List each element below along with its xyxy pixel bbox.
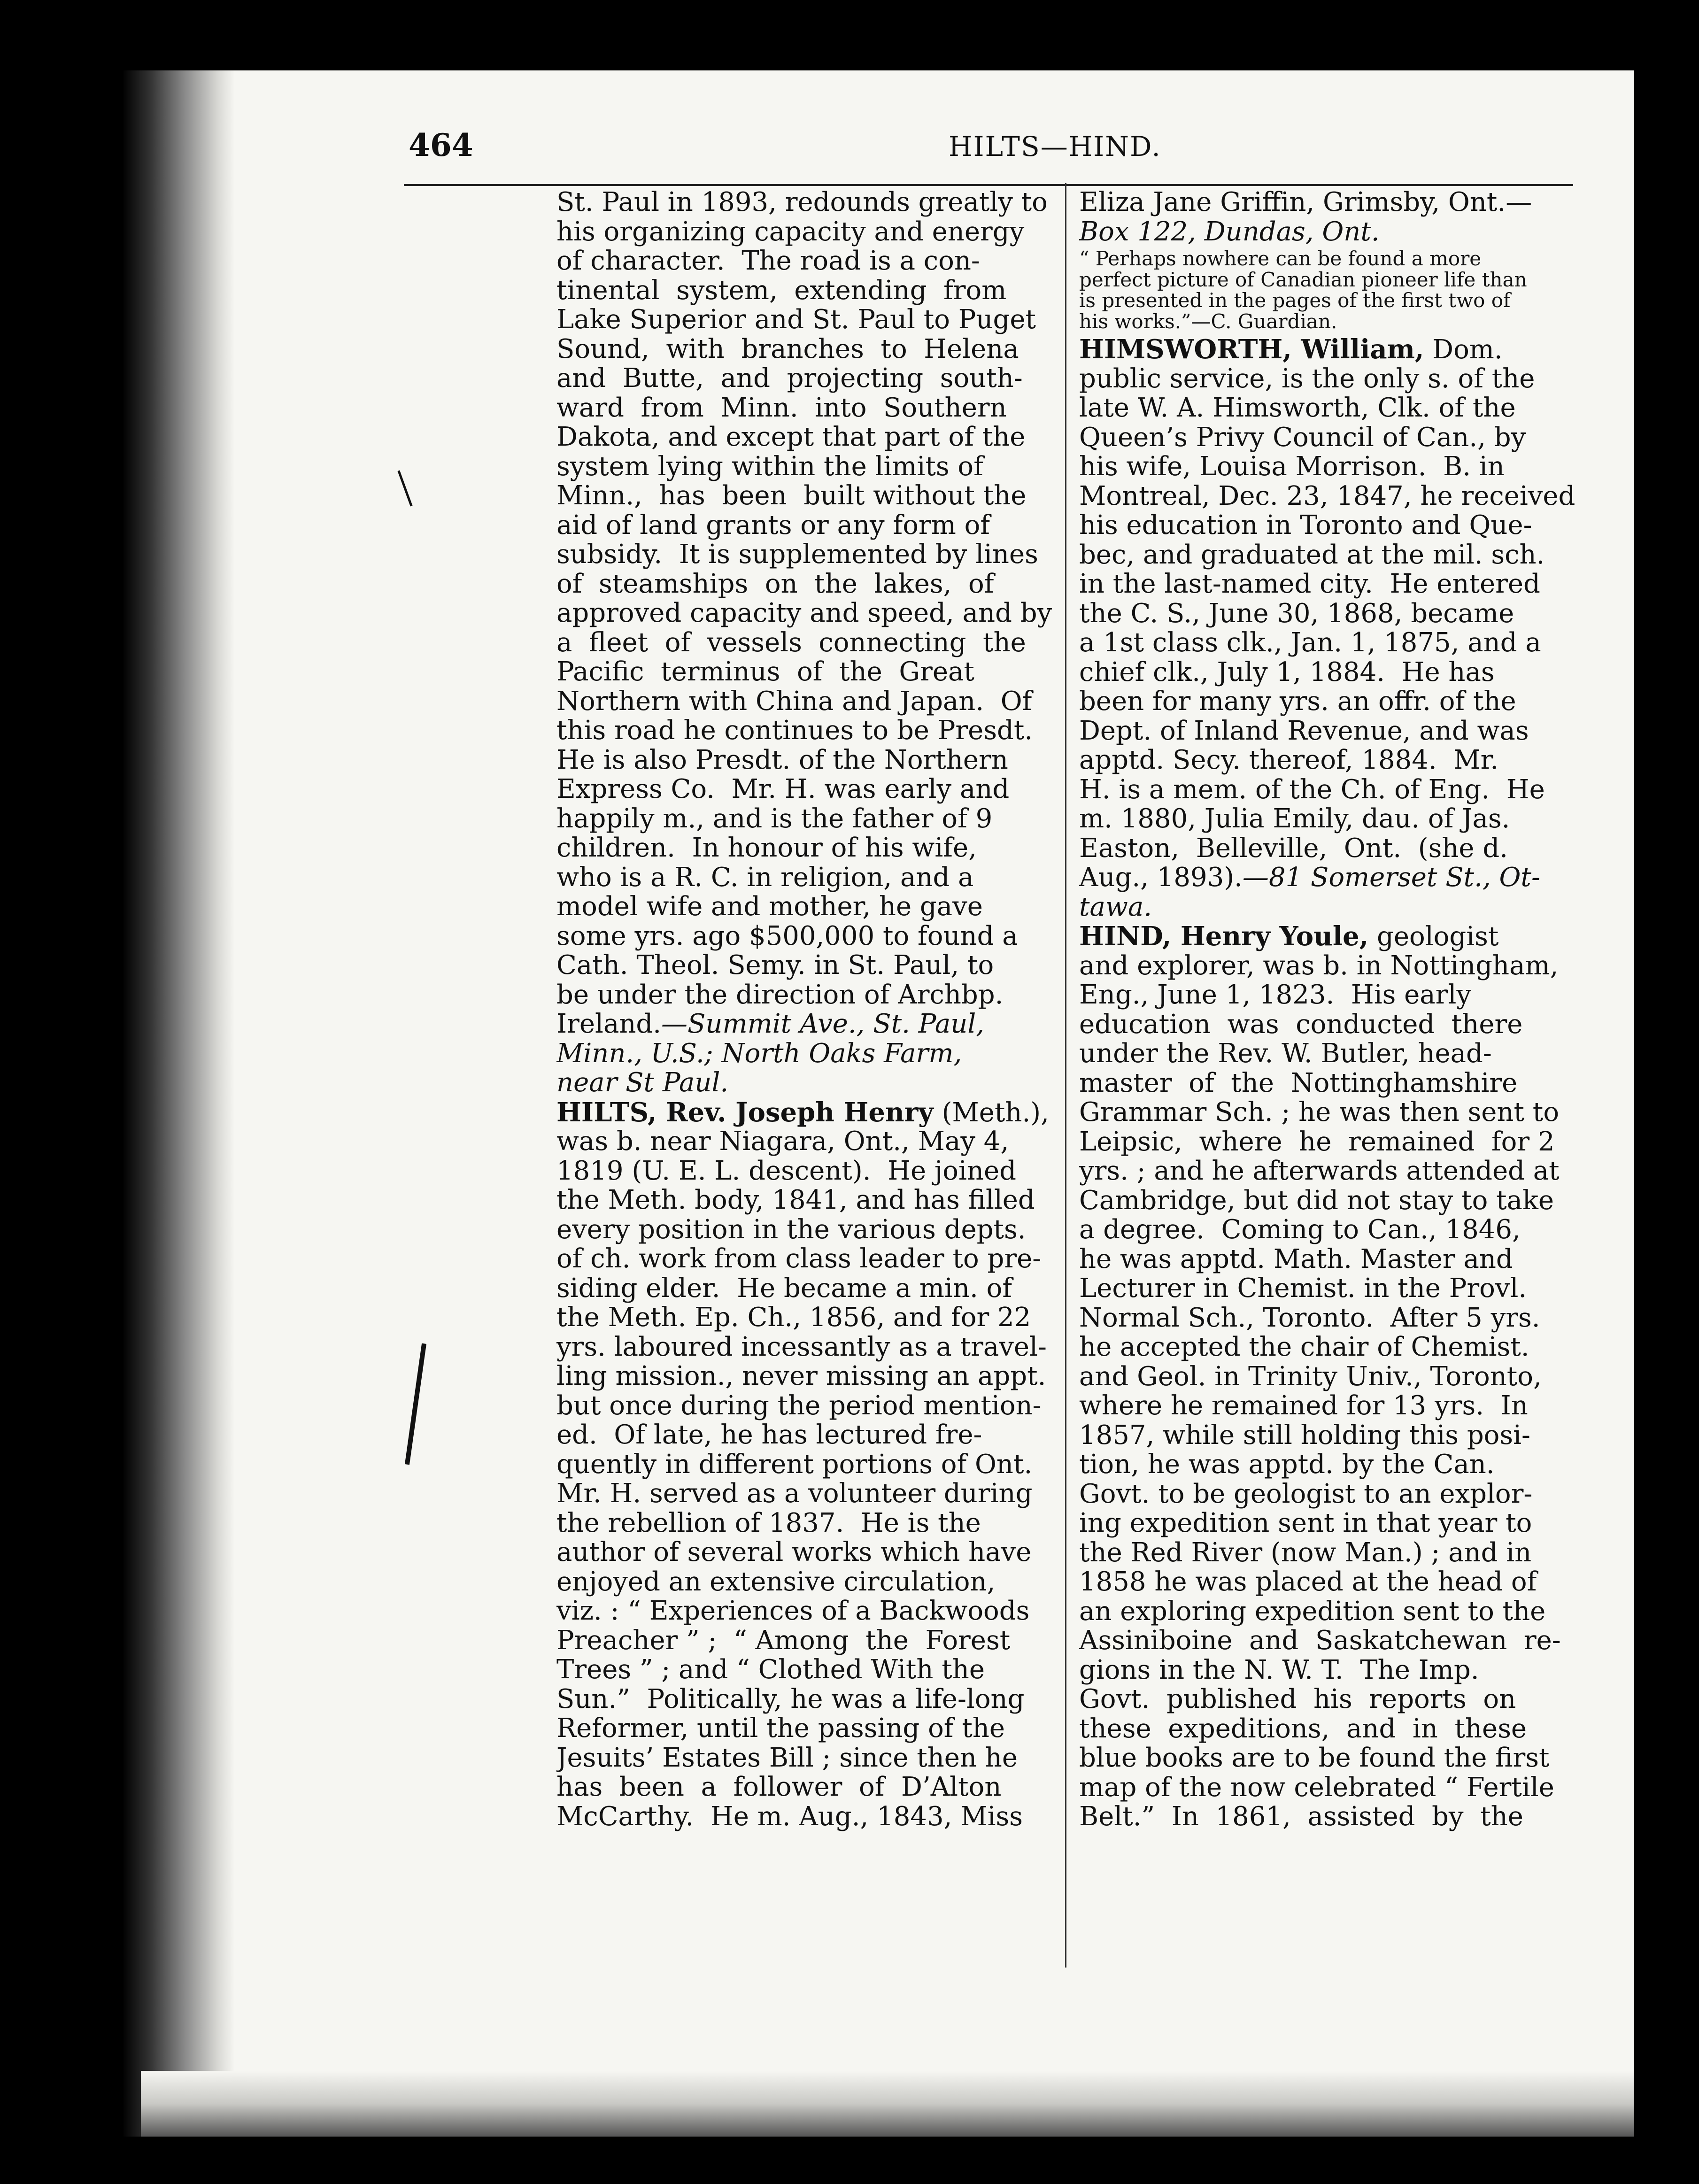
text-line bbox=[1079, 1186, 1587, 1216]
line-text: 1857, while still holding this posi- bbox=[1079, 1420, 1530, 1450]
text-line bbox=[1079, 1098, 1587, 1127]
text-line bbox=[1079, 922, 1587, 951]
text-line bbox=[556, 863, 1071, 893]
text-line bbox=[556, 892, 1071, 922]
text-line bbox=[556, 217, 1071, 247]
line-text: but once during the period mention- bbox=[556, 1391, 1042, 1420]
line-text: has been a follower of D’Alton bbox=[556, 1773, 1002, 1802]
text-line bbox=[556, 599, 1071, 628]
text-line bbox=[556, 1626, 1071, 1656]
line-text: of steamships on the lakes, of bbox=[556, 569, 994, 599]
line-text: Grammar Sch. ; he was then sent to bbox=[1079, 1098, 1560, 1127]
text-line bbox=[1079, 1509, 1587, 1538]
text-line bbox=[1079, 893, 1587, 922]
line-text: this road he continues to be Presdt. bbox=[556, 716, 1033, 746]
line-text: Montreal, Dec. 23, 1847, he received bbox=[1079, 481, 1575, 511]
text-line bbox=[556, 188, 1071, 217]
address-text: —Summit Ave., St. Paul, bbox=[661, 1010, 985, 1039]
text-line bbox=[1079, 423, 1587, 453]
text-line bbox=[1079, 1802, 1587, 1832]
line-text: McCarthy. He m. Aug., 1843, Miss bbox=[556, 1802, 1023, 1831]
address-text: Box 122, Dundas, Ont. bbox=[1079, 217, 1380, 247]
line-text: an exploring expedition sent to the bbox=[1079, 1597, 1546, 1626]
line-text: Lecturer in Chemist. in the Provl. bbox=[1079, 1274, 1527, 1304]
line-text: m. 1880, Julia Emily, dau. of Jas. bbox=[1079, 804, 1510, 834]
line-text: blue books are to be found the first bbox=[1079, 1744, 1550, 1773]
text-line bbox=[1079, 1714, 1587, 1744]
page-bottom-shadow bbox=[141, 2071, 1634, 2137]
quote-line: perfect picture of Canadian pioneer life than bbox=[1079, 268, 1527, 291]
left-column bbox=[556, 188, 1071, 1831]
line-text: 1858 he was placed at the head of bbox=[1079, 1567, 1537, 1597]
line-text: master of the Nottinghamshire bbox=[1079, 1068, 1518, 1098]
text-line bbox=[556, 1479, 1071, 1509]
text-line bbox=[556, 1274, 1071, 1304]
entry-heading: HIND, Henry Youle, bbox=[1079, 922, 1369, 951]
text-line bbox=[556, 1744, 1071, 1773]
right-column-entries bbox=[1079, 335, 1587, 1832]
text-line bbox=[556, 481, 1071, 511]
text-line bbox=[556, 305, 1071, 335]
text-line bbox=[1079, 1157, 1587, 1186]
text-line bbox=[1079, 1010, 1587, 1040]
text-line bbox=[556, 511, 1071, 540]
line-text: Dom. bbox=[1424, 335, 1503, 364]
text-line bbox=[556, 423, 1071, 452]
text-line bbox=[556, 1773, 1071, 1802]
text-line bbox=[1079, 217, 1587, 247]
line-text: his organizing capacity and energy bbox=[556, 217, 1025, 247]
line-text: H. is a mem. of the Ch. of Eng. He bbox=[1079, 775, 1545, 804]
line-text: gions in the N. W. T. The Imp. bbox=[1079, 1655, 1479, 1685]
line-text: Cath. Theol. Semy. in St. Paul, to bbox=[556, 951, 994, 980]
line-text: his wife, Louisa Morrison. B. in bbox=[1079, 452, 1505, 482]
line-text: public service, is the only s. of the bbox=[1079, 364, 1535, 394]
text-line bbox=[556, 1714, 1071, 1744]
line-text: Jesuits’ Estates Bill ; since then he bbox=[556, 1743, 1018, 1773]
line-text: Queen’s Privy Council of Can., by bbox=[1079, 423, 1526, 452]
text-line bbox=[1079, 658, 1587, 687]
text-line bbox=[1079, 1304, 1587, 1333]
text-line bbox=[1079, 1685, 1587, 1714]
text-line bbox=[1079, 980, 1587, 1010]
text-line bbox=[556, 628, 1071, 658]
line-text: viz. : “ Experiences of a Backwoods bbox=[556, 1597, 1030, 1626]
line-text: Minn., has been built without the bbox=[556, 481, 1027, 511]
line-text: his education in Toronto and Que- bbox=[1079, 511, 1532, 540]
line-text: Belt.” In 1861, assisted by the bbox=[1079, 1802, 1523, 1832]
text-line bbox=[1079, 335, 1587, 364]
line-text: ed. Of late, he has lectured fre- bbox=[556, 1420, 982, 1450]
text-line bbox=[1079, 1538, 1587, 1568]
line-text: and Geol. in Trinity Univ., Toronto, bbox=[1079, 1362, 1542, 1391]
text-line bbox=[1079, 1421, 1587, 1451]
line-text: Dakota, and except that part of the bbox=[556, 423, 1026, 452]
line-text: Normal Sch., Toronto. After 5 yrs. bbox=[1079, 1303, 1540, 1333]
text-line bbox=[1079, 1567, 1587, 1597]
line-text: children. In honour of his wife, bbox=[556, 833, 977, 863]
quote-line: his works.”—C. Guardian. bbox=[1079, 309, 1337, 333]
line-text: tion, he was apptd. by the Can. bbox=[1079, 1450, 1495, 1480]
line-text: tinental system, extending from bbox=[556, 276, 1007, 305]
line-text: Lake Superior and St. Paul to Puget bbox=[556, 305, 1036, 335]
line-text: and Butte, and projecting south- bbox=[556, 364, 1023, 394]
line-text: these expeditions, and in these bbox=[1079, 1714, 1527, 1744]
line-text: the Meth. body, 1841, and has filled bbox=[556, 1186, 1035, 1215]
text-line bbox=[556, 804, 1071, 834]
text-line bbox=[1079, 511, 1587, 540]
text-line bbox=[556, 1010, 1071, 1039]
line-text: bec, and graduated at the mil. sch. bbox=[1079, 540, 1545, 570]
text-line bbox=[556, 1509, 1071, 1538]
right-column bbox=[1079, 188, 1587, 1832]
text-line bbox=[556, 687, 1071, 717]
text-line bbox=[556, 1567, 1071, 1597]
quote-line: is presented in the pages of the first two of bbox=[1079, 289, 1511, 312]
text-line bbox=[556, 1215, 1071, 1245]
line-text: Cambridge, but did not stay to take bbox=[1079, 1186, 1554, 1215]
line-text: under the Rev. W. Butler, head- bbox=[1079, 1039, 1492, 1069]
line-text: Preacher ” ; “ Among the Forest bbox=[556, 1626, 1011, 1655]
text-line bbox=[1079, 1362, 1587, 1392]
line-text: Trees ” ; and “ Clothed With the bbox=[556, 1655, 985, 1685]
line-text: approved capacity and speed, and by bbox=[556, 599, 1052, 628]
text-line bbox=[556, 335, 1071, 364]
text-line bbox=[556, 716, 1071, 746]
line-text: Mr. H. served as a volunteer during bbox=[556, 1479, 1033, 1509]
text-line bbox=[556, 394, 1071, 423]
text-line bbox=[556, 1362, 1071, 1391]
text-line bbox=[1079, 1480, 1587, 1509]
line-text: every position in the various depts. bbox=[556, 1215, 1026, 1244]
line-text: some yrs. ago $500,000 to found a bbox=[556, 921, 1018, 951]
text-line bbox=[556, 1039, 1071, 1069]
text-line bbox=[556, 1450, 1071, 1480]
line-text: happily m., and is the father of 9 bbox=[556, 804, 993, 833]
text-line bbox=[1079, 452, 1587, 482]
line-text: where he remained for 13 yrs. In bbox=[1079, 1391, 1528, 1421]
line-text: late W. A. Himsworth, Clk. of the bbox=[1079, 394, 1516, 423]
line-text: Eliza Jane Griffin, Grimsby, Ont.— bbox=[1079, 188, 1532, 217]
text-line bbox=[1079, 1245, 1587, 1274]
text-line bbox=[1079, 1773, 1587, 1803]
line-text: who is a R. C. in religion, and a bbox=[556, 863, 974, 892]
line-text: yrs. laboured incessantly as a travel- bbox=[556, 1332, 1047, 1362]
text-line bbox=[556, 833, 1071, 863]
text-line bbox=[556, 1391, 1071, 1421]
text-line bbox=[1079, 1333, 1587, 1362]
text-line bbox=[1079, 1391, 1587, 1421]
line-text: education was conducted there bbox=[1079, 1010, 1523, 1039]
page-gutter-shadow bbox=[122, 70, 235, 2137]
text-line bbox=[1079, 834, 1587, 864]
right-column-continuation bbox=[1079, 188, 1587, 247]
text-line bbox=[556, 247, 1071, 276]
line-text: Assiniboine and Saskatchewan re- bbox=[1079, 1626, 1561, 1656]
text-line bbox=[1079, 775, 1587, 805]
line-text: a degree. Coming to Can., 1846, bbox=[1079, 1215, 1521, 1245]
line-text: in the last-named city. He entered bbox=[1079, 570, 1540, 599]
text-line bbox=[1079, 1597, 1587, 1627]
line-text: aid of land grants or any form of bbox=[556, 510, 990, 540]
line-text: 1819 (U. E. L. descent). He joined bbox=[556, 1156, 1016, 1186]
header-rule bbox=[404, 184, 1573, 186]
line-text: been for many yrs. an offr. of the bbox=[1079, 687, 1516, 717]
line-text: Dept. of Inland Revenue, and was bbox=[1079, 716, 1529, 746]
text-line bbox=[556, 1538, 1071, 1567]
text-line bbox=[1079, 717, 1587, 746]
text-line bbox=[556, 657, 1071, 687]
address-text: near St Paul. bbox=[556, 1068, 729, 1098]
text-line bbox=[1079, 951, 1587, 981]
text-line bbox=[1079, 863, 1587, 893]
text-line bbox=[1079, 570, 1587, 599]
line-text: Express Co. Mr. H. was early and bbox=[556, 775, 1010, 804]
line-text: Sound, with branches to Helena bbox=[556, 334, 1019, 364]
line-text: apptd. Secy. thereof, 1884. Mr. bbox=[1079, 746, 1499, 775]
line-text: the rebellion of 1837. He is the bbox=[556, 1508, 981, 1538]
address-text: —81 Somerset St., Ot- bbox=[1242, 863, 1540, 893]
text-line bbox=[1079, 364, 1587, 394]
line-text: author of several works which have bbox=[556, 1538, 1032, 1567]
line-text: Pacific terminus of the Great bbox=[556, 657, 974, 687]
line-text: chief clk., July 1, 1884. He has bbox=[1079, 657, 1495, 687]
text-line bbox=[556, 1157, 1071, 1186]
text-line bbox=[556, 922, 1071, 951]
line-text: and explorer, was b. in Nottingham, bbox=[1079, 951, 1559, 980]
address-text: tawa. bbox=[1079, 892, 1152, 922]
line-text: subsidy. It is supplemented by lines bbox=[556, 540, 1038, 570]
text-line bbox=[1079, 1450, 1587, 1480]
line-text: quently in different portions of Ont. bbox=[556, 1450, 1033, 1479]
text-line bbox=[556, 1333, 1071, 1362]
quote-line: “ Perhaps nowhere can be found a more bbox=[1079, 247, 1482, 270]
text-line bbox=[1079, 394, 1587, 423]
text-line bbox=[556, 775, 1071, 804]
text-line bbox=[1079, 1656, 1587, 1685]
line-text: siding elder. He became a min. of bbox=[556, 1273, 1012, 1303]
line-text: a 1st class clk., Jan. 1, 1875, and a bbox=[1079, 628, 1541, 658]
line-text: Ireland. bbox=[556, 1010, 662, 1039]
line-text: the Red River (now Man.) ; and in bbox=[1079, 1538, 1532, 1567]
line-text: enjoyed an extensive circulation, bbox=[556, 1567, 996, 1597]
line-text: of character. The road is a con- bbox=[556, 247, 980, 276]
page-number: 464 bbox=[409, 127, 473, 163]
line-text: system lying within the limits of bbox=[556, 452, 983, 481]
line-text: he accepted the chair of Chemist. bbox=[1079, 1333, 1529, 1362]
line-text: a fleet of vessels connecting the bbox=[556, 628, 1026, 657]
line-text: Eng., June 1, 1823. His early bbox=[1079, 980, 1471, 1010]
line-text: ling mission., never missing an appt. bbox=[556, 1362, 1046, 1391]
text-line bbox=[556, 276, 1071, 306]
text-line bbox=[556, 452, 1071, 482]
page-header bbox=[409, 127, 1573, 178]
line-text: Easton, Belleville, Ont. (she d. bbox=[1079, 833, 1508, 863]
line-text: the C. S., June 30, 1868, became bbox=[1079, 599, 1514, 628]
text-line bbox=[1079, 1274, 1587, 1304]
text-line bbox=[556, 1186, 1071, 1215]
text-line bbox=[1079, 1744, 1587, 1773]
text-line bbox=[556, 951, 1071, 980]
line-text: Aug., 1893). bbox=[1079, 863, 1243, 893]
line-text: be under the direction of Archbp. bbox=[556, 980, 1004, 1010]
line-text: ward from Minn. into Southern bbox=[556, 393, 1007, 423]
text-line bbox=[1079, 540, 1587, 570]
line-text: of ch. work from class leader to pre- bbox=[556, 1244, 1042, 1274]
line-text: Govt. to be geologist to an explor- bbox=[1079, 1479, 1533, 1509]
text-line bbox=[556, 1655, 1071, 1685]
text-line bbox=[556, 570, 1071, 599]
address-text: Minn., U.S.; North Oaks Farm, bbox=[556, 1039, 962, 1068]
line-text: Sun.” Politically, he was a life-long bbox=[556, 1684, 1025, 1714]
text-line bbox=[556, 746, 1071, 775]
text-line bbox=[556, 364, 1071, 394]
entry-heading: HILTS, Rev. Joseph Henry bbox=[556, 1097, 934, 1127]
line-text: map of the now celebrated “ Fertile bbox=[1079, 1773, 1554, 1802]
text-line bbox=[556, 980, 1071, 1010]
text-line bbox=[1079, 1215, 1587, 1245]
running-head: HILTS—HIND. bbox=[949, 131, 1161, 162]
text-line bbox=[1079, 1626, 1587, 1656]
text-line bbox=[556, 540, 1071, 570]
text-line bbox=[556, 1303, 1071, 1333]
text-line bbox=[556, 1098, 1071, 1127]
text-line bbox=[556, 1420, 1071, 1450]
line-text: Northern with China and Japan. Of bbox=[556, 687, 1032, 716]
text-line bbox=[1079, 482, 1587, 511]
text-line bbox=[556, 1244, 1071, 1274]
line-text: he was apptd. Math. Master and bbox=[1079, 1244, 1513, 1274]
text-line bbox=[556, 1127, 1071, 1157]
text-line bbox=[1079, 599, 1587, 629]
line-text: was b. near Niagara, Ont., May 4, bbox=[556, 1127, 1009, 1157]
text-line bbox=[1079, 1127, 1587, 1157]
text-line bbox=[1079, 804, 1587, 834]
line-text: ing expedition sent in that year to bbox=[1079, 1509, 1532, 1538]
text-line bbox=[1079, 188, 1587, 217]
text-line bbox=[1079, 628, 1587, 658]
line-text: He is also Presdt. of the Northern bbox=[556, 745, 1008, 775]
entry-heading: HIMSWORTH, William, bbox=[1079, 335, 1424, 364]
line-text: Govt. published his reports on bbox=[1079, 1685, 1516, 1714]
text-line bbox=[556, 1802, 1071, 1832]
line-text: (Meth.), bbox=[933, 1097, 1049, 1127]
text-line bbox=[556, 1597, 1071, 1626]
text-line bbox=[556, 1685, 1071, 1714]
line-text: model wife and mother, he gave bbox=[556, 892, 983, 922]
text-line bbox=[1079, 687, 1587, 717]
text-line bbox=[556, 1068, 1071, 1098]
review-quote bbox=[1079, 248, 1587, 332]
line-text: Leipsic, where he remained for 2 bbox=[1079, 1127, 1555, 1157]
line-text: St. Paul in 1893, redounds greatly to bbox=[556, 188, 1048, 217]
line-text: yrs. ; and he afterwards attended at bbox=[1079, 1157, 1560, 1186]
text-line bbox=[1079, 1069, 1587, 1098]
text-line bbox=[1079, 746, 1587, 775]
line-text: the Meth. Ep. Ch., 1856, and for 22 bbox=[556, 1303, 1031, 1333]
line-text: geologist bbox=[1368, 922, 1499, 951]
text-line bbox=[1079, 1039, 1587, 1069]
line-text: Reformer, until the passing of the bbox=[556, 1714, 1005, 1744]
